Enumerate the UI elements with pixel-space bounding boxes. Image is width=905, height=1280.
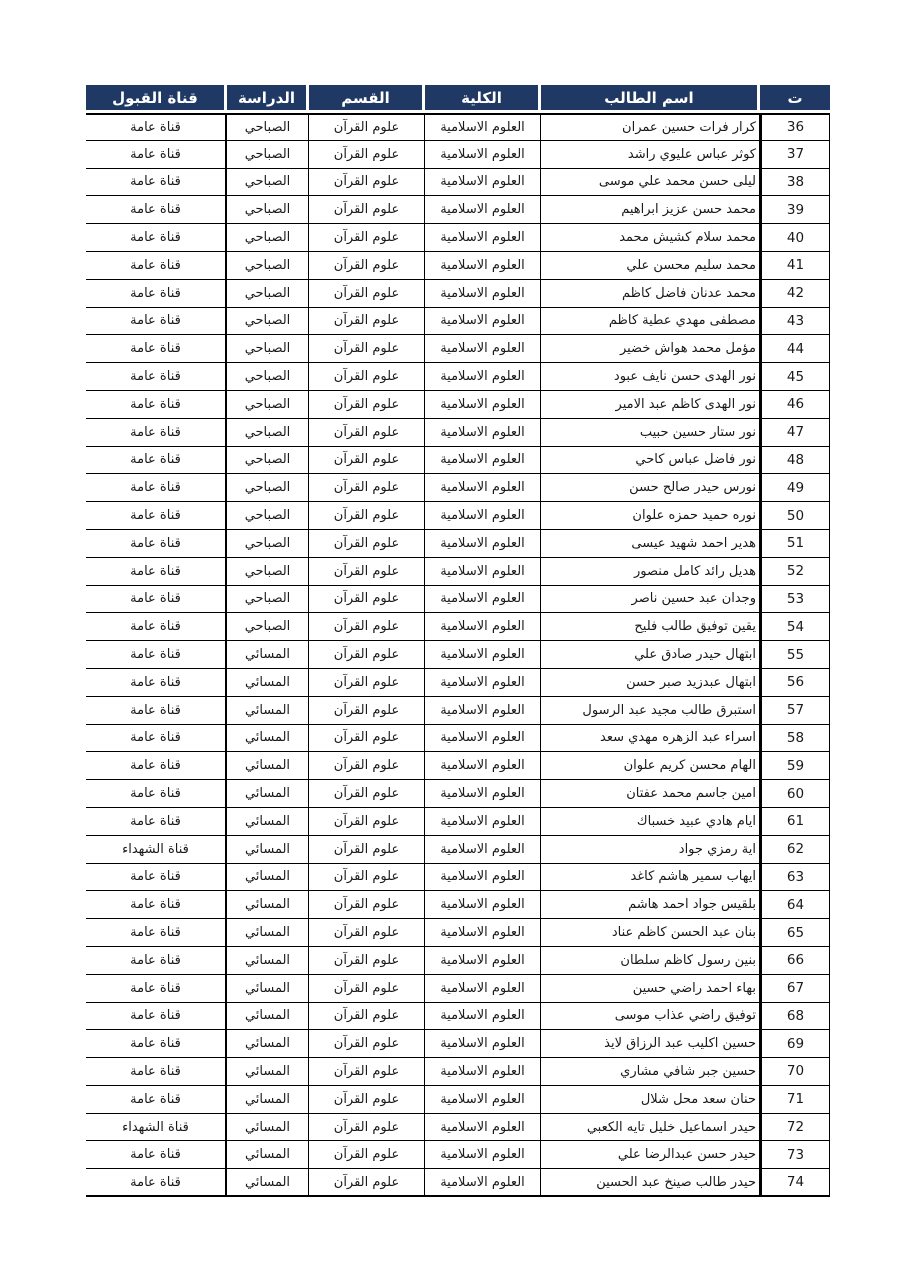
- cell-channel: قناة عامة: [86, 864, 227, 892]
- cell-no: 40: [760, 224, 830, 252]
- cell-no: 66: [760, 947, 830, 975]
- cell-channel: قناة عامة: [86, 502, 227, 530]
- cell-dept: علوم القرآن: [309, 1058, 425, 1086]
- cell-dept: علوم القرآن: [309, 697, 425, 725]
- cell-no: 65: [760, 919, 830, 947]
- cell-name: هديل رائد كامل منصور: [541, 558, 760, 586]
- column-header-student-name: اسم الطالب: [541, 85, 760, 113]
- table-row: [86, 864, 830, 892]
- table-row: [86, 808, 830, 836]
- table-row: [86, 363, 830, 391]
- cell-no: 53: [760, 586, 830, 614]
- cell-study: المسائي: [227, 1114, 309, 1142]
- cell-dept: علوم القرآن: [309, 752, 425, 780]
- cell-study: الصباحي: [227, 335, 309, 363]
- cell-college: العلوم الاسلامية: [425, 363, 541, 391]
- cell-study: المسائي: [227, 919, 309, 947]
- cell-channel: قناة عامة: [86, 1003, 227, 1031]
- cell-study: المسائي: [227, 1003, 309, 1031]
- cell-channel: قناة عامة: [86, 558, 227, 586]
- cell-name: محمد عدنان فاضل كاظم: [541, 280, 760, 308]
- table-row: [86, 196, 830, 224]
- cell-channel: قناة عامة: [86, 697, 227, 725]
- cell-name: كوثر عباس عليوي راشد: [541, 141, 760, 169]
- cell-college: العلوم الاسلامية: [425, 975, 541, 1003]
- cell-college: العلوم الاسلامية: [425, 780, 541, 808]
- cell-dept: علوم القرآن: [309, 669, 425, 697]
- table-row: [86, 1058, 830, 1086]
- table-row: [86, 419, 830, 447]
- cell-channel: قناة عامة: [86, 586, 227, 614]
- cell-no: 47: [760, 419, 830, 447]
- cell-channel: قناة عامة: [86, 447, 227, 475]
- cell-no: 55: [760, 641, 830, 669]
- cell-no: 68: [760, 1003, 830, 1031]
- cell-study: الصباحي: [227, 113, 309, 141]
- table-row: [86, 391, 830, 419]
- cell-study: المسائي: [227, 808, 309, 836]
- cell-study: الصباحي: [227, 196, 309, 224]
- cell-college: العلوم الاسلامية: [425, 697, 541, 725]
- cell-name: محمد سليم محسن علي: [541, 252, 760, 280]
- cell-name: ايهاب سمير هاشم كاغد: [541, 864, 760, 892]
- cell-study: الصباحي: [227, 169, 309, 197]
- cell-name: يقين توفيق طالب فليح: [541, 613, 760, 641]
- cell-name: وجدان عبد حسين ناصر: [541, 586, 760, 614]
- column-header-department: القسم: [309, 85, 425, 113]
- cell-name: كرار فرات حسين عمران: [541, 113, 760, 141]
- cell-channel: قناة عامة: [86, 641, 227, 669]
- cell-college: العلوم الاسلامية: [425, 613, 541, 641]
- cell-no: 44: [760, 335, 830, 363]
- cell-study: المسائي: [227, 1030, 309, 1058]
- cell-no: 49: [760, 474, 830, 502]
- column-header-admission-channel: قناة القبول: [86, 85, 227, 113]
- cell-dept: علوم القرآن: [309, 419, 425, 447]
- cell-study: المسائي: [227, 1141, 309, 1169]
- cell-college: العلوم الاسلامية: [425, 447, 541, 475]
- cell-dept: علوم القرآن: [309, 1003, 425, 1031]
- cell-name: امين جاسم محمد عفتان: [541, 780, 760, 808]
- cell-college: العلوم الاسلامية: [425, 808, 541, 836]
- table-row: [86, 113, 830, 141]
- cell-college: العلوم الاسلامية: [425, 308, 541, 336]
- cell-college: العلوم الاسلامية: [425, 530, 541, 558]
- cell-college: العلوم الاسلامية: [425, 1003, 541, 1031]
- cell-study: الصباحي: [227, 558, 309, 586]
- table-row: [86, 725, 830, 753]
- cell-name: حسين جبر شافي مشاري: [541, 1058, 760, 1086]
- cell-study: الصباحي: [227, 613, 309, 641]
- cell-channel: قناة عامة: [86, 196, 227, 224]
- cell-no: 72: [760, 1114, 830, 1142]
- cell-no: 61: [760, 808, 830, 836]
- table-row: [86, 447, 830, 475]
- cell-dept: علوم القرآن: [309, 1169, 425, 1197]
- cell-channel: قناة عامة: [86, 252, 227, 280]
- cell-study: المسائي: [227, 947, 309, 975]
- cell-college: العلوم الاسلامية: [425, 1086, 541, 1114]
- cell-college: العلوم الاسلامية: [425, 586, 541, 614]
- column-header-study: الدراسة: [227, 85, 309, 113]
- cell-study: الصباحي: [227, 252, 309, 280]
- cell-college: العلوم الاسلامية: [425, 1058, 541, 1086]
- cell-name: حيدر اسماعيل خليل تايه الكعبي: [541, 1114, 760, 1142]
- cell-college: العلوم الاسلامية: [425, 252, 541, 280]
- cell-dept: علوم القرآن: [309, 169, 425, 197]
- cell-no: 46: [760, 391, 830, 419]
- cell-channel: قناة عامة: [86, 391, 227, 419]
- table-body: [86, 113, 830, 1197]
- cell-channel: قناة عامة: [86, 725, 227, 753]
- cell-study: المسائي: [227, 1169, 309, 1197]
- cell-channel: قناة عامة: [86, 1030, 227, 1058]
- cell-channel: قناة عامة: [86, 780, 227, 808]
- table-row: [86, 530, 830, 558]
- table-row: [86, 1169, 830, 1197]
- cell-name: حيدر حسن عبدالرضا علي: [541, 1141, 760, 1169]
- cell-channel: قناة عامة: [86, 224, 227, 252]
- cell-no: 48: [760, 447, 830, 475]
- cell-college: العلوم الاسلامية: [425, 502, 541, 530]
- cell-no: 64: [760, 891, 830, 919]
- cell-dept: علوم القرآن: [309, 1086, 425, 1114]
- cell-channel: قناة الشهداء: [86, 1114, 227, 1142]
- cell-study: الصباحي: [227, 502, 309, 530]
- cell-dept: علوم القرآن: [309, 808, 425, 836]
- cell-name: محمد سلام كشيش محمد: [541, 224, 760, 252]
- cell-dept: علوم القرآن: [309, 224, 425, 252]
- table-row: [86, 308, 830, 336]
- cell-study: الصباحي: [227, 141, 309, 169]
- cell-dept: علوم القرآن: [309, 280, 425, 308]
- table-row: [86, 919, 830, 947]
- table-row: [86, 613, 830, 641]
- cell-name: اية رمزي جواد: [541, 836, 760, 864]
- cell-channel: قناة عامة: [86, 1058, 227, 1086]
- cell-dept: علوم القرآن: [309, 363, 425, 391]
- cell-study: الصباحي: [227, 391, 309, 419]
- table-row: [86, 586, 830, 614]
- table-row: [86, 224, 830, 252]
- table-row: [86, 141, 830, 169]
- cell-dept: علوم القرآن: [309, 447, 425, 475]
- table-row: [86, 1114, 830, 1142]
- cell-college: العلوم الاسلامية: [425, 919, 541, 947]
- cell-channel: قناة عامة: [86, 1169, 227, 1197]
- cell-no: 59: [760, 752, 830, 780]
- table-row: [86, 1086, 830, 1114]
- cell-college: العلوم الاسلامية: [425, 1114, 541, 1142]
- cell-name: هدير احمد شهيد عيسى: [541, 530, 760, 558]
- table-row: [86, 752, 830, 780]
- cell-study: الصباحي: [227, 363, 309, 391]
- cell-college: العلوم الاسلامية: [425, 224, 541, 252]
- cell-no: 74: [760, 1169, 830, 1197]
- cell-dept: علوم القرآن: [309, 252, 425, 280]
- table-row: [86, 1030, 830, 1058]
- cell-study: الصباحي: [227, 474, 309, 502]
- cell-study: المسائي: [227, 1086, 309, 1114]
- cell-dept: علوم القرآن: [309, 113, 425, 141]
- table-row: [86, 1003, 830, 1031]
- cell-dept: علوم القرآن: [309, 641, 425, 669]
- student-admission-table: [86, 85, 830, 1197]
- cell-study: الصباحي: [227, 308, 309, 336]
- cell-no: 51: [760, 530, 830, 558]
- cell-college: العلوم الاسلامية: [425, 864, 541, 892]
- cell-college: العلوم الاسلامية: [425, 947, 541, 975]
- cell-college: العلوم الاسلامية: [425, 280, 541, 308]
- cell-no: 69: [760, 1030, 830, 1058]
- cell-study: الصباحي: [227, 586, 309, 614]
- cell-channel: قناة عامة: [86, 975, 227, 1003]
- table-row: [86, 697, 830, 725]
- cell-channel: قناة عامة: [86, 919, 227, 947]
- cell-dept: علوم القرآن: [309, 502, 425, 530]
- cell-dept: علوم القرآن: [309, 558, 425, 586]
- cell-no: 60: [760, 780, 830, 808]
- cell-name: نور الهدى كاظم عبد الامير: [541, 391, 760, 419]
- cell-name: الهام محسن كريم علوان: [541, 752, 760, 780]
- cell-study: المسائي: [227, 752, 309, 780]
- cell-college: العلوم الاسلامية: [425, 1030, 541, 1058]
- cell-name: ابتهال حيدر صادق علي: [541, 641, 760, 669]
- cell-study: الصباحي: [227, 530, 309, 558]
- cell-dept: علوم القرآن: [309, 836, 425, 864]
- cell-college: العلوم الاسلامية: [425, 752, 541, 780]
- cell-name: مصطفى مهدي عطية كاظم: [541, 308, 760, 336]
- cell-no: 58: [760, 725, 830, 753]
- cell-name: ايام هادي عبيد خسباك: [541, 808, 760, 836]
- cell-dept: علوم القرآن: [309, 474, 425, 502]
- table-row: [86, 975, 830, 1003]
- cell-study: المسائي: [227, 669, 309, 697]
- cell-name: نور ستار حسين حبيب: [541, 419, 760, 447]
- cell-no: 57: [760, 697, 830, 725]
- cell-dept: علوم القرآن: [309, 975, 425, 1003]
- cell-college: العلوم الاسلامية: [425, 641, 541, 669]
- table-row: [86, 335, 830, 363]
- cell-college: العلوم الاسلامية: [425, 669, 541, 697]
- cell-name: مؤمل محمد هواش خضير: [541, 335, 760, 363]
- cell-study: المسائي: [227, 864, 309, 892]
- cell-college: العلوم الاسلامية: [425, 836, 541, 864]
- cell-college: العلوم الاسلامية: [425, 141, 541, 169]
- table-row: [86, 252, 830, 280]
- cell-channel: قناة عامة: [86, 474, 227, 502]
- cell-study: المسائي: [227, 891, 309, 919]
- table-row: [86, 502, 830, 530]
- cell-name: نورس حيدر صالح حسن: [541, 474, 760, 502]
- cell-name: نور فاضل عباس كاحي: [541, 447, 760, 475]
- cell-no: 41: [760, 252, 830, 280]
- cell-no: 43: [760, 308, 830, 336]
- cell-channel: قناة عامة: [86, 613, 227, 641]
- cell-dept: علوم القرآن: [309, 1114, 425, 1142]
- cell-college: العلوم الاسلامية: [425, 558, 541, 586]
- cell-college: العلوم الاسلامية: [425, 1169, 541, 1197]
- cell-channel: قناة عامة: [86, 419, 227, 447]
- cell-college: العلوم الاسلامية: [425, 335, 541, 363]
- table-row: [86, 474, 830, 502]
- cell-no: 67: [760, 975, 830, 1003]
- cell-channel: قناة عامة: [86, 1141, 227, 1169]
- table-row: [86, 669, 830, 697]
- cell-study: الصباحي: [227, 447, 309, 475]
- cell-no: 70: [760, 1058, 830, 1086]
- cell-dept: علوم القرآن: [309, 391, 425, 419]
- cell-college: العلوم الاسلامية: [425, 474, 541, 502]
- cell-channel: قناة عامة: [86, 308, 227, 336]
- cell-name: ليلى حسن محمد علي موسى: [541, 169, 760, 197]
- cell-name: بهاء احمد راضي حسين: [541, 975, 760, 1003]
- cell-name: بنان عبد الحسن كاظم عناد: [541, 919, 760, 947]
- table-header-row: [86, 85, 830, 113]
- table-row: [86, 780, 830, 808]
- table-row: [86, 836, 830, 864]
- cell-study: المسائي: [227, 975, 309, 1003]
- cell-name: بلقيس جواد احمد هاشم: [541, 891, 760, 919]
- cell-college: العلوم الاسلامية: [425, 1141, 541, 1169]
- cell-study: المسائي: [227, 1058, 309, 1086]
- cell-study: المسائي: [227, 780, 309, 808]
- cell-study: المسائي: [227, 697, 309, 725]
- cell-name: حنان سعد محل شلال: [541, 1086, 760, 1114]
- cell-college: العلوم الاسلامية: [425, 419, 541, 447]
- cell-name: حيدر طالب صينخ عبد الحسين: [541, 1169, 760, 1197]
- cell-no: 38: [760, 169, 830, 197]
- cell-dept: علوم القرآن: [309, 141, 425, 169]
- cell-no: 50: [760, 502, 830, 530]
- cell-channel: قناة عامة: [86, 808, 227, 836]
- cell-dept: علوم القرآن: [309, 613, 425, 641]
- cell-no: 36: [760, 113, 830, 141]
- cell-channel: قناة الشهداء: [86, 836, 227, 864]
- cell-name: توفيق راضي عذاب موسى: [541, 1003, 760, 1031]
- cell-no: 73: [760, 1141, 830, 1169]
- cell-study: الصباحي: [227, 419, 309, 447]
- cell-dept: علوم القرآن: [309, 1030, 425, 1058]
- cell-study: المسائي: [227, 725, 309, 753]
- cell-dept: علوم القرآن: [309, 196, 425, 224]
- table-row: [86, 891, 830, 919]
- cell-name: نور الهدى حسن نايف عبود: [541, 363, 760, 391]
- cell-no: 39: [760, 196, 830, 224]
- cell-channel: قناة عامة: [86, 113, 227, 141]
- cell-channel: قناة عامة: [86, 141, 227, 169]
- cell-dept: علوم القرآن: [309, 586, 425, 614]
- cell-no: 56: [760, 669, 830, 697]
- cell-no: 52: [760, 558, 830, 586]
- cell-name: بنين رسول كاظم سلطان: [541, 947, 760, 975]
- cell-college: العلوم الاسلامية: [425, 196, 541, 224]
- cell-study: المسائي: [227, 641, 309, 669]
- cell-dept: علوم القرآن: [309, 919, 425, 947]
- cell-college: العلوم الاسلامية: [425, 113, 541, 141]
- cell-dept: علوم القرآن: [309, 947, 425, 975]
- cell-channel: قناة عامة: [86, 335, 227, 363]
- cell-dept: علوم القرآن: [309, 308, 425, 336]
- cell-channel: قناة عامة: [86, 947, 227, 975]
- cell-channel: قناة عامة: [86, 363, 227, 391]
- cell-no: 63: [760, 864, 830, 892]
- table-row: [86, 1141, 830, 1169]
- cell-name: اسراء عبد الزهره مهدي سعد: [541, 725, 760, 753]
- cell-name: نوره حميد حمزه علوان: [541, 502, 760, 530]
- cell-college: العلوم الاسلامية: [425, 725, 541, 753]
- cell-dept: علوم القرآن: [309, 780, 425, 808]
- cell-no: 45: [760, 363, 830, 391]
- cell-no: 37: [760, 141, 830, 169]
- cell-name: حسين اكليب عبد الرزاق لايذ: [541, 1030, 760, 1058]
- table-row: [86, 169, 830, 197]
- cell-channel: قناة عامة: [86, 752, 227, 780]
- cell-channel: قناة عامة: [86, 1086, 227, 1114]
- cell-channel: قناة عامة: [86, 169, 227, 197]
- cell-college: العلوم الاسلامية: [425, 169, 541, 197]
- cell-channel: قناة عامة: [86, 280, 227, 308]
- cell-no: 42: [760, 280, 830, 308]
- cell-name: محمد حسن عزيز ابراهيم: [541, 196, 760, 224]
- cell-no: 62: [760, 836, 830, 864]
- cell-study: المسائي: [227, 836, 309, 864]
- table-row: [86, 558, 830, 586]
- cell-channel: قناة عامة: [86, 891, 227, 919]
- cell-dept: علوم القرآن: [309, 864, 425, 892]
- cell-name: استبرق طالب مجيد عبد الرسول: [541, 697, 760, 725]
- cell-dept: علوم القرآن: [309, 725, 425, 753]
- table-row: [86, 947, 830, 975]
- cell-name: ابتهال عبدزيد صبر حسن: [541, 669, 760, 697]
- cell-channel: قناة عامة: [86, 669, 227, 697]
- cell-study: الصباحي: [227, 280, 309, 308]
- cell-no: 71: [760, 1086, 830, 1114]
- cell-channel: قناة عامة: [86, 530, 227, 558]
- cell-dept: علوم القرآن: [309, 335, 425, 363]
- cell-no: 54: [760, 613, 830, 641]
- cell-dept: علوم القرآن: [309, 891, 425, 919]
- table-row: [86, 280, 830, 308]
- column-header-number: ت: [760, 85, 830, 113]
- cell-college: العلوم الاسلامية: [425, 391, 541, 419]
- column-header-college: الكلية: [425, 85, 541, 113]
- cell-study: الصباحي: [227, 224, 309, 252]
- table-row: [86, 641, 830, 669]
- cell-college: العلوم الاسلامية: [425, 891, 541, 919]
- cell-dept: علوم القرآن: [309, 1141, 425, 1169]
- cell-dept: علوم القرآن: [309, 530, 425, 558]
